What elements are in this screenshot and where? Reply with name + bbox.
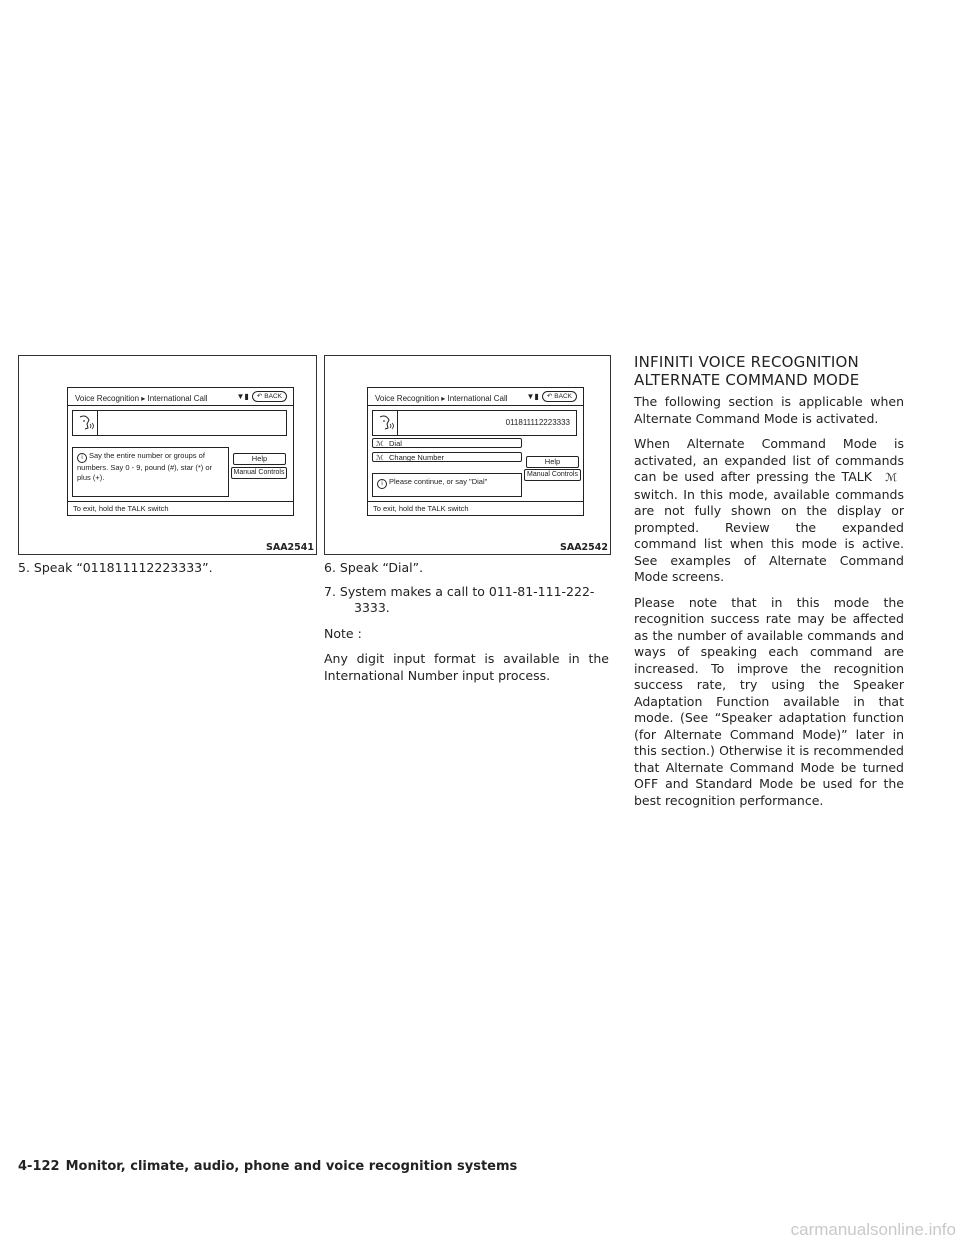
step-6: 6. Speak “Dial”. xyxy=(324,560,424,575)
info-text: Please continue, or say "Dial" xyxy=(389,477,488,486)
change-number-label: Change Number xyxy=(389,453,445,462)
change-number-command xyxy=(372,452,522,462)
info-text: Say the entire number or groups of numbers. Say 0 - 9, pound (#), star (*) or plus (+). xyxy=(77,451,213,482)
paragraph-2-part-1: When Alternate Command Mode is activated, an expanded list of commands can be used after pressing the TALK xyxy=(634,436,904,484)
speaking-face-icon xyxy=(372,410,398,436)
signal-icon: ▼▮ xyxy=(236,392,249,401)
back-label: BACK xyxy=(554,393,572,400)
heading-line-1: INFINITI VOICE RECOGNITION xyxy=(634,353,859,371)
back-button xyxy=(542,391,577,402)
step-5: 5. Speak “011811112223333”. xyxy=(18,560,213,575)
signal-icon: ▼▮ xyxy=(526,392,539,401)
heading-line-2: ALTERNATE COMMAND MODE xyxy=(634,371,860,389)
dial-command xyxy=(372,438,522,448)
paragraph-3: Please note that in this mode the recognition success rate may be affected as the number of available commands and ways of speaking each command are increased. To improve the recognition success rate, try using the Speaker Adaptation Function available in that mode. (See “Speaker adaptation function (for Alternate Command Mode)” later in this section.) Otherwise it is recommended that Alternate Command Mode be turned OFF and Standard Mode be used for the best recognition performance. xyxy=(634,594,904,808)
talk-switch-icon: ℳ xyxy=(885,471,897,484)
footer-title: Monitor, climate, audio, phone and voice recognition systems xyxy=(65,1159,518,1174)
figure-caption: SAA2541 xyxy=(266,542,314,553)
figure-saa2542 xyxy=(324,355,611,555)
title-divider xyxy=(368,405,583,406)
page-footer xyxy=(18,1159,517,1174)
status-icons xyxy=(237,391,287,402)
note-text: Any digit input format is available in the International Number input process. xyxy=(324,651,609,683)
info-message-box xyxy=(372,473,522,497)
vr-screen xyxy=(67,387,294,516)
footer-divider xyxy=(368,501,583,502)
info-icon: i xyxy=(377,479,387,489)
back-button xyxy=(252,391,287,402)
watermark: carmanualsonline.info xyxy=(790,1220,956,1239)
section-heading xyxy=(634,353,934,389)
figure-caption: SAA2542 xyxy=(560,542,608,553)
screen-footer-text: To exit, hold the TALK switch xyxy=(373,504,469,513)
number-display-field xyxy=(397,410,577,436)
status-icons xyxy=(527,391,577,402)
info-icon: i xyxy=(77,453,87,463)
voice-command-icon: ℳ xyxy=(376,455,384,462)
info-message-box xyxy=(72,447,229,497)
dial-label: Dial xyxy=(389,439,402,448)
speaking-face-icon xyxy=(72,410,98,436)
manual-controls-button: Manual Controls xyxy=(524,469,581,481)
help-button: Help xyxy=(526,456,579,468)
title-divider xyxy=(68,405,293,406)
screen-title: Voice Recognition ▸ International Call xyxy=(75,394,208,403)
screen-title: Voice Recognition ▸ International Call xyxy=(375,394,508,403)
back-arrow-icon: ↶ xyxy=(256,393,263,400)
vr-screen xyxy=(367,387,584,516)
help-button: Help xyxy=(233,453,286,465)
number-display-field xyxy=(97,410,287,436)
step-7-line-2: 3333. xyxy=(354,600,390,615)
figure-saa2541 xyxy=(18,355,317,555)
footer-divider xyxy=(68,501,293,502)
step-7-line-1: 7. System makes a call to 011-81-111-222- xyxy=(324,583,595,599)
page-number: 4-122 xyxy=(18,1159,60,1174)
back-arrow-icon: ↶ xyxy=(546,393,553,400)
voice-command-icon: ℳ xyxy=(376,441,384,448)
note-label: Note : xyxy=(324,625,362,641)
paragraph-2-part-2: switch. In this mode, available commands are not fully shown on the display or prompted. Review the expanded command list when this mode is active. See examples of Alternate Command Mode screens. xyxy=(634,486,904,584)
paragraph-2 xyxy=(634,436,904,586)
manual-controls-button: Manual Controls xyxy=(231,467,287,479)
screen-footer-text: To exit, hold the TALK switch xyxy=(73,504,169,513)
dialed-number: 011811112223333 xyxy=(505,418,570,427)
paragraph-1: The following section is applicable when Alternate Command Mode is activated. xyxy=(634,394,904,426)
column-2 xyxy=(324,560,609,693)
back-label: BACK xyxy=(264,393,282,400)
column-3 xyxy=(634,394,904,818)
step-7 xyxy=(324,584,609,617)
